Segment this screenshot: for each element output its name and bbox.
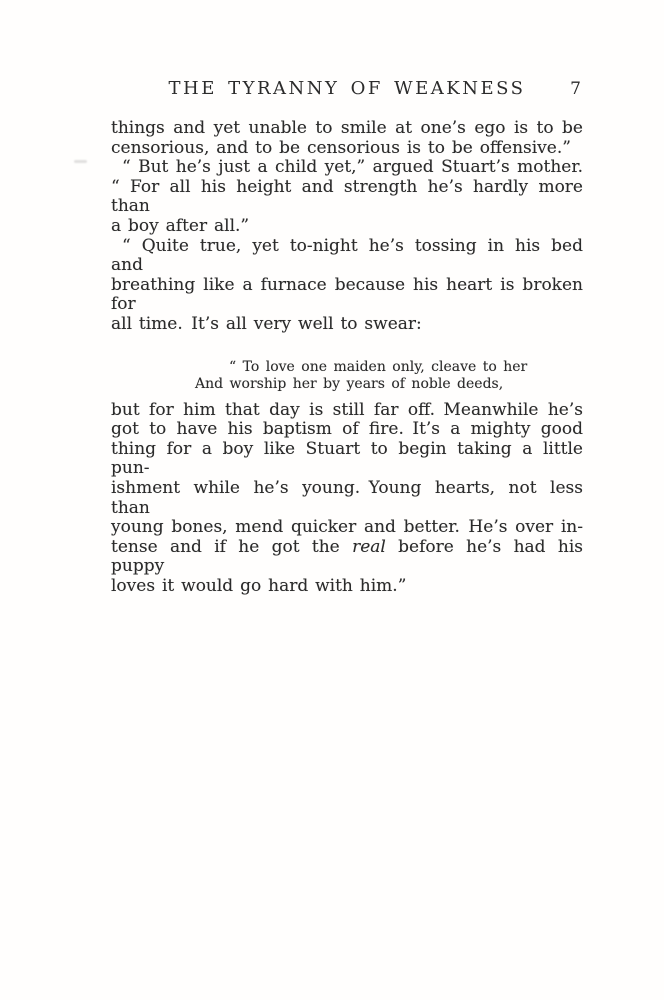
text-line: but for him that day is still far off. Meanwhile he’s	[111, 399, 583, 420]
text-line: things and yet unable to smile at one’s ego is to be	[111, 118, 583, 138]
paragraph	[111, 237, 583, 335]
text-segment: before he’s had his puppy	[111, 536, 583, 577]
text-segment: tense and if he got the	[111, 536, 353, 557]
scan-smudge-artifact	[74, 160, 87, 163]
italic-word: real	[352, 536, 386, 557]
text-line: young bones, mend quicker and better. He’s over in-	[111, 517, 583, 538]
verse-line: And worship her by years of noble deeds,	[195, 375, 504, 392]
running-title: THE TYRANNY OF WEAKNESS	[168, 78, 526, 99]
text-line: “ But he’s just a child yet,” argued Stuart’s mother.	[122, 157, 583, 178]
running-header	[111, 79, 583, 99]
verse-quotation	[111, 359, 583, 393]
text-line: censorious, and to be censorious is to be offensive.”	[111, 137, 571, 158]
text-line: got to have his baptism of fire. It’s a mighty good	[111, 419, 583, 440]
paragraph	[111, 119, 583, 158]
page-number: 7	[570, 79, 581, 99]
text-line: a boy after all.”	[111, 215, 250, 236]
text-block	[111, 79, 583, 596]
text-line: loves it would go hard with him.”	[111, 575, 407, 596]
text-line: thing for a boy like Stuart to begin taking a little pun-	[111, 438, 583, 479]
text-line-with-italic	[111, 538, 583, 577]
text-line: “ Quite true, yet to-night he’s tossing in his bed and	[111, 235, 583, 276]
verse-line: “ To love one maiden only, cleave to her	[229, 358, 528, 375]
text-line: ishment while he’s young. Young hearts, not less than	[111, 477, 583, 518]
paragraph	[111, 158, 583, 236]
paragraph	[111, 401, 583, 597]
text-line: all time. It’s all very well to swear:	[111, 313, 422, 334]
text-line: “ For all his height and strength he’s hardly more than	[111, 176, 583, 217]
text-line: breathing like a furnace because his heart is broken for	[111, 274, 583, 315]
